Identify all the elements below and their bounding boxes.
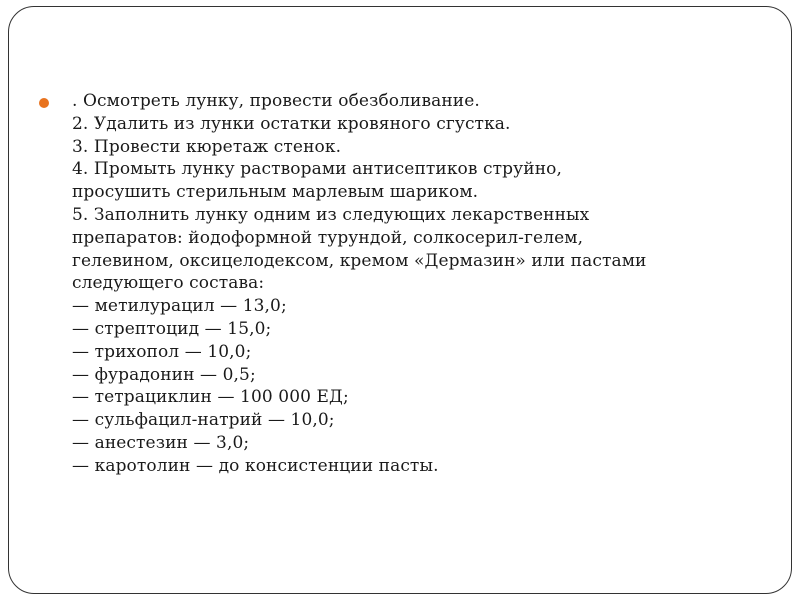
text-line: — фурадонин — 0,5; — [72, 364, 256, 385]
text-line: следующего состава: — [72, 273, 265, 294]
text-line: — стрептоцид — 15,0; — [72, 318, 272, 339]
text-line: 2. Удалить из лунки остатки кровяного сгустка. — [72, 113, 511, 134]
text-line: — трихопол — 10,0; — [72, 341, 252, 362]
text-line: — каротолин — до консистенции пасты. — [72, 455, 439, 476]
text-line: . Осмотреть лунку, провести обезболивание. — [72, 91, 480, 111]
text-line: 4. Промыть лунку растворами антисептиков струйно, — [72, 159, 562, 180]
slide-text — [72, 90, 772, 478]
text-line: гелевином, оксицелодексом, кремом «Дермазин» или пастами — [72, 250, 647, 271]
text-line: — тетрациклин — 100 000 ЕД; — [72, 387, 349, 408]
text-line: просушить стерильным марлевым шариком. — [72, 182, 479, 203]
text-line: — сульфацил-натрий — 10,0; — [72, 410, 335, 431]
text-line: 3. Провести кюретаж стенок. — [72, 136, 342, 157]
text-line: — метилурацил — 13,0; — [72, 296, 287, 317]
text-line: — анестезин — 3,0; — [72, 432, 250, 453]
text-line: препаратов: йодоформной турундой, солкосерил-гелем, — [72, 227, 584, 248]
bullet-icon — [39, 98, 49, 108]
text-line: 5. Заполнить лунку одним из следующих лекарственных — [72, 204, 590, 225]
